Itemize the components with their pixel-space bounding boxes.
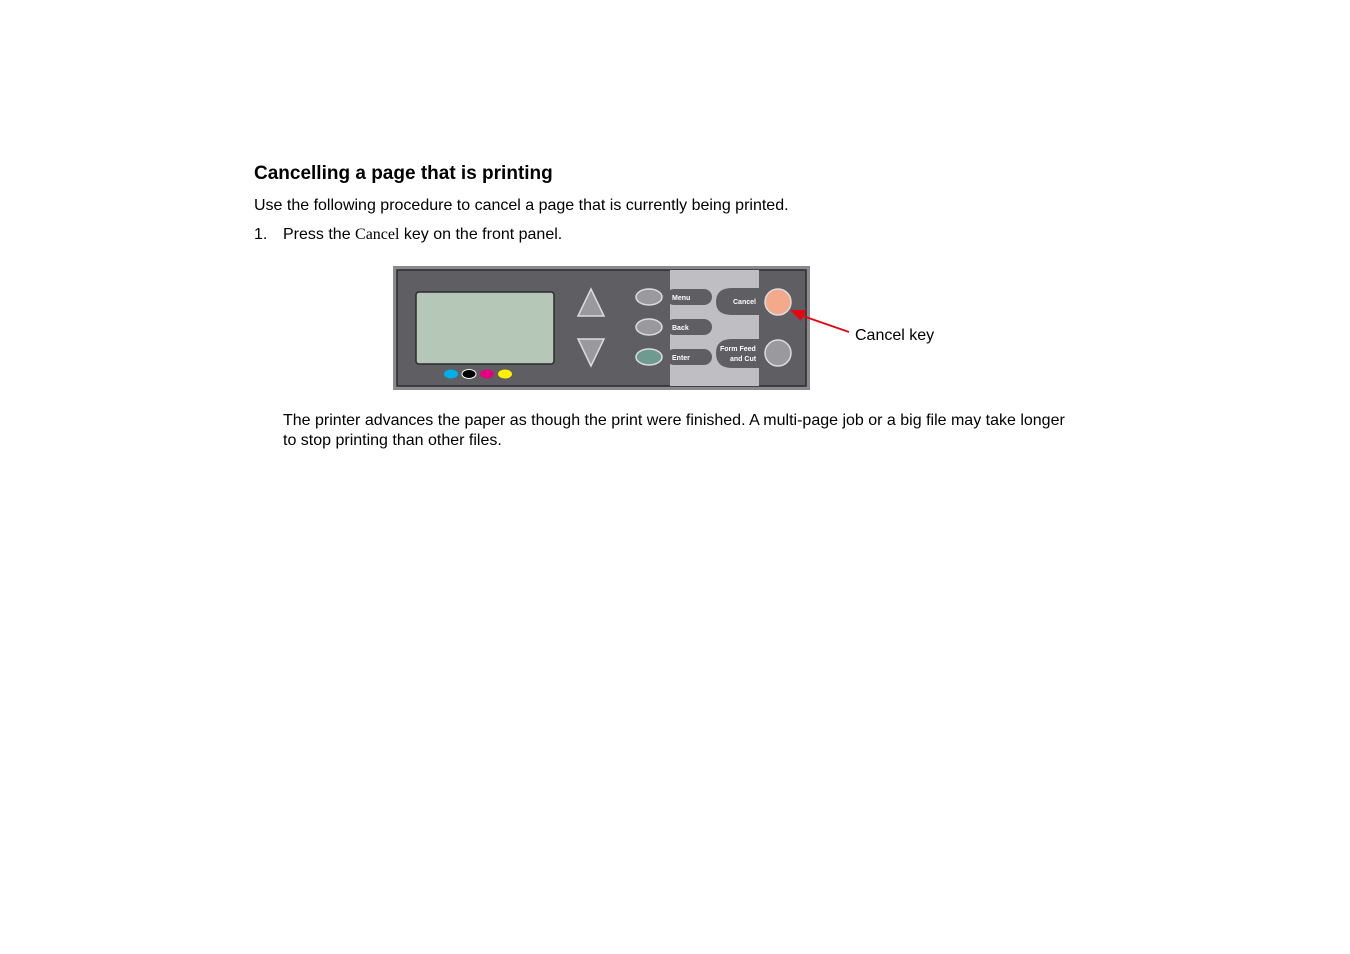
cancel-key-callout-label: Cancel key	[855, 327, 935, 344]
step-1	[254, 226, 562, 244]
form-feed-label-line2: and Cut	[730, 356, 757, 363]
ink-cyan-icon	[444, 370, 458, 379]
menu-key[interactable]	[636, 289, 662, 305]
cancel-key[interactable]	[765, 289, 791, 315]
front-panel-figure	[392, 265, 952, 393]
step-number: 1.	[254, 226, 268, 243]
step-text-after: key on the front panel.	[399, 226, 563, 243]
cancel-key-label: Cancel	[733, 299, 756, 306]
enter-key-label: Enter	[672, 355, 690, 362]
intro-paragraph: Use the following procedure to cancel a page that is currently being printed.	[254, 197, 789, 214]
form-feed-label-line1: Form Feed	[720, 346, 756, 353]
step-text-before: Press the	[283, 226, 356, 243]
ink-yellow-icon	[498, 370, 512, 379]
form-feed-key[interactable]	[765, 340, 791, 366]
section-heading: Cancelling a page that is printing	[254, 163, 553, 184]
enter-key[interactable]	[636, 349, 662, 365]
ink-black-icon	[462, 370, 476, 379]
ink-magenta-icon	[480, 370, 494, 379]
result-paragraph: The printer advances the paper as though the print were finished. A multi-page job or a big file may take longer to stop printing than other files.	[283, 412, 1065, 449]
display-screen	[416, 292, 554, 364]
back-key[interactable]	[636, 319, 662, 335]
menu-key-label: Menu	[672, 295, 691, 302]
step-key-name: Cancel	[355, 226, 400, 243]
back-key-label: Back	[672, 325, 689, 332]
